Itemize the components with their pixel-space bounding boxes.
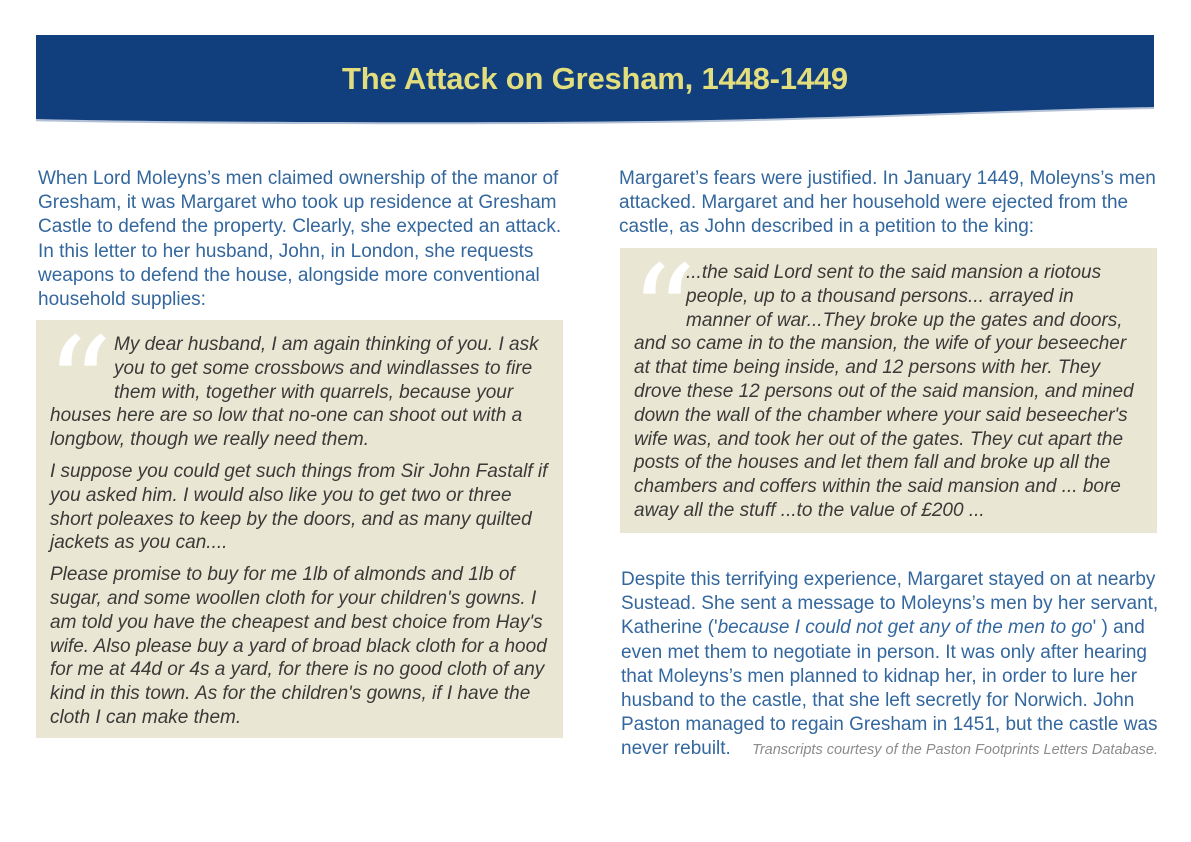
quote-paragraph: My dear husband, I am again thinking of you. I ask you to get some crossbows and windlasses to fire them with, together with quarrels, because your houses here are so low that no-one can shoot out with a longbow, though we really need them. — [50, 334, 539, 451]
closing-text-after: ' ) and even met them to negotiate in person. It was only after hearing that Moleyns’s men planned to kidnap her, in order to lure her husband to the castle, that she left secretly for Norwich. John Paston managed to regain Gresham in 1451, but the castle was never rebuilt. — [621, 617, 1158, 760]
quote-paragraph: ...the said Lord sent to the said mansion a riotous people, up to a thousand persons... arrayed in manner of war...They broke up the gates and doors, and so came in to the mansion, the wife of your beseecher at that time being inside, and 12 persons with her. They drove these 12 persons out of the said mansion, and mined down the wall of the chamber where your said beseecher's wife was, and took her out of the gates. They cut apart the posts of the houses and let them fall and broke up all the chambers and coffers within the said mansion and ... bore away all the stuff ...to the value of £200 ... — [634, 262, 1134, 521]
open-quote-icon: “ — [46, 320, 113, 461]
right-quote-box — [620, 248, 1157, 533]
attribution-text: Transcripts courtesy of the Paston Footprints Letters Database. — [752, 742, 1158, 758]
quote-paragraph: I suppose you could get such things from Sir John Fastalf if you asked him. I would also like you to get two or three short poleaxes to keep by the doors, and as many quilted jackets as you can.... — [50, 460, 548, 554]
quote-wrap-spacer — [50, 333, 114, 383]
left-quote-box — [36, 320, 563, 738]
closing-text-before: Despite this terrifying experience, Margaret stayed on at nearby Sustead. She sent a message to Moleyns’s men by her servant, Katherine (' — [621, 569, 1159, 639]
quote-wrap-spacer — [634, 261, 686, 311]
left-intro-paragraph: When Lord Moleyns’s men claimed ownership of the manor of Gresham, it was Margaret who took up residence at Gresham Castle to defend the property. Clearly, she expected an attack. In this letter to her husband, John, in London, she requests weapons to defend the house, alongside more conventional household supplies: — [38, 168, 562, 311]
quote-paragraph: Please promise to buy for me 1lb of almonds and 1lb of sugar, and some woollen cloth for your children's gowns. I am told you have the cheapest and best choice from Hay's wife. Also please buy a yard of broad black cloth for a hood for me at 44d or 4s a yard, for there is no good cloth of any kind in this town. As for the children's gowns, if I have the cloth I can make them. — [50, 564, 547, 728]
right-intro-paragraph: Margaret’s fears were justified. In January 1449, Moleyns’s men attacked. Margaret and her household were ejected from the castle, as John described in a petition to the king: — [619, 168, 1156, 238]
open-quote-icon: “ — [630, 248, 697, 389]
closing-paragraph — [621, 568, 1163, 762]
header-banner — [36, 35, 1154, 127]
closing-text-italic: because I could not get any of the men to go — [717, 617, 1093, 639]
page-title: The Attack on Gresham, 1448-1449 — [342, 61, 848, 96]
